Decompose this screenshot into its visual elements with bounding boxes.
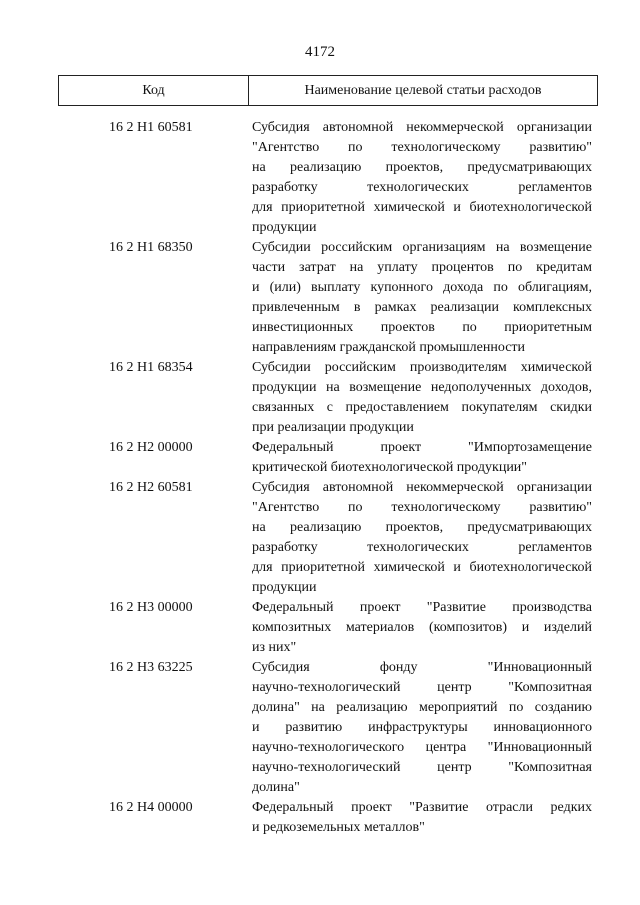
description-line: Субсидии российским организациям на возмещение <box>252 240 592 255</box>
description-line: на реализацию проектов, предусматривающих <box>252 160 592 175</box>
row-description <box>252 118 592 238</box>
description-line: долина" <box>252 780 300 795</box>
page-number: 4172 <box>305 44 335 60</box>
description-line: Субсидии российским производителям химической <box>252 360 592 375</box>
description-line: для приоритетной химической и биотехнологической <box>252 200 592 215</box>
table-row <box>0 798 640 838</box>
description-line: и развитию инфраструктуры инновационного <box>252 720 592 735</box>
description-line: продукции на возмещение недополученных доходов, <box>252 380 592 395</box>
description-line: для приоритетной химической и биотехнологической <box>252 560 592 575</box>
header-name: Наименование целевой статьи расходов <box>304 83 542 98</box>
description-line: долина" на реализацию мероприятий по созданию <box>252 700 592 715</box>
description-line: Федеральный проект "Импортозамещение <box>252 440 592 455</box>
description-line: Федеральный проект "Развитие производства <box>252 600 592 615</box>
description-line: связанных с предоставлением покупателям скидки <box>252 400 592 415</box>
description-line: продукции <box>252 580 317 595</box>
description-line: Субсидия автономной некоммерческой организации <box>252 120 592 135</box>
description-line: "Агентство по технологическому развитию" <box>252 500 592 515</box>
description-line: научно-технологический центр "Композитная <box>252 760 592 775</box>
row-code: 16 2 H1 60581 <box>109 120 193 135</box>
row-description <box>252 438 592 478</box>
row-description <box>252 478 592 598</box>
table-body <box>0 118 640 838</box>
row-description <box>252 658 592 798</box>
description-line: научно-технологического центра "Инновационный <box>252 740 592 755</box>
table-row <box>0 658 640 798</box>
table-row <box>0 598 640 658</box>
row-description <box>252 798 592 838</box>
description-line: разработку технологических регламентов <box>252 540 592 555</box>
description-line: композитных материалов (композитов) и изделий <box>252 620 592 635</box>
description-line: направлениям гражданской промышленности <box>252 340 526 355</box>
description-line: инвестиционных проектов по приоритетным <box>252 320 592 335</box>
row-code: 16 2 H2 60581 <box>109 480 193 495</box>
row-description <box>252 238 592 358</box>
description-line: Федеральный проект "Развитие отрасли редких <box>252 800 592 815</box>
row-code: 16 2 H3 63225 <box>109 660 193 675</box>
description-line: части затрат на уплату процентов по кредитам <box>252 260 592 275</box>
description-line: привлеченным в рамках реализации комплексных <box>252 300 592 315</box>
table-header <box>58 75 598 106</box>
header-code: Код <box>59 76 249 105</box>
description-line: из них" <box>252 640 297 655</box>
description-line: на реализацию проектов, предусматривающих <box>252 520 592 535</box>
table-row <box>0 478 640 598</box>
table-row <box>0 358 640 438</box>
description-line: Субсидия фонду "Инновационный <box>252 660 592 675</box>
description-line: "Агентство по технологическому развитию" <box>252 140 592 155</box>
row-description <box>252 358 592 438</box>
description-line: разработку технологических регламентов <box>252 180 592 195</box>
row-code: 16 2 H1 68354 <box>109 360 193 375</box>
table-row <box>0 118 640 238</box>
description-line: научно-технологический центр "Композитная <box>252 680 592 695</box>
description-line: критической биотехнологической продукции" <box>252 460 528 475</box>
description-line: при реализации продукции <box>252 420 414 435</box>
row-code: 16 2 H4 00000 <box>109 800 193 815</box>
row-code: 16 2 H1 68350 <box>109 240 193 255</box>
row-code: 16 2 H3 00000 <box>109 600 193 615</box>
description-line: и редкоземельных металлов" <box>252 820 425 835</box>
description-line: Субсидия автономной некоммерческой организации <box>252 480 592 495</box>
table-row <box>0 238 640 358</box>
table-row <box>0 438 640 478</box>
row-description <box>252 598 592 658</box>
description-line: и (или) выплату купонного дохода по облигациям, <box>252 280 592 295</box>
description-line: продукции <box>252 220 317 235</box>
row-code: 16 2 H2 00000 <box>109 440 193 455</box>
